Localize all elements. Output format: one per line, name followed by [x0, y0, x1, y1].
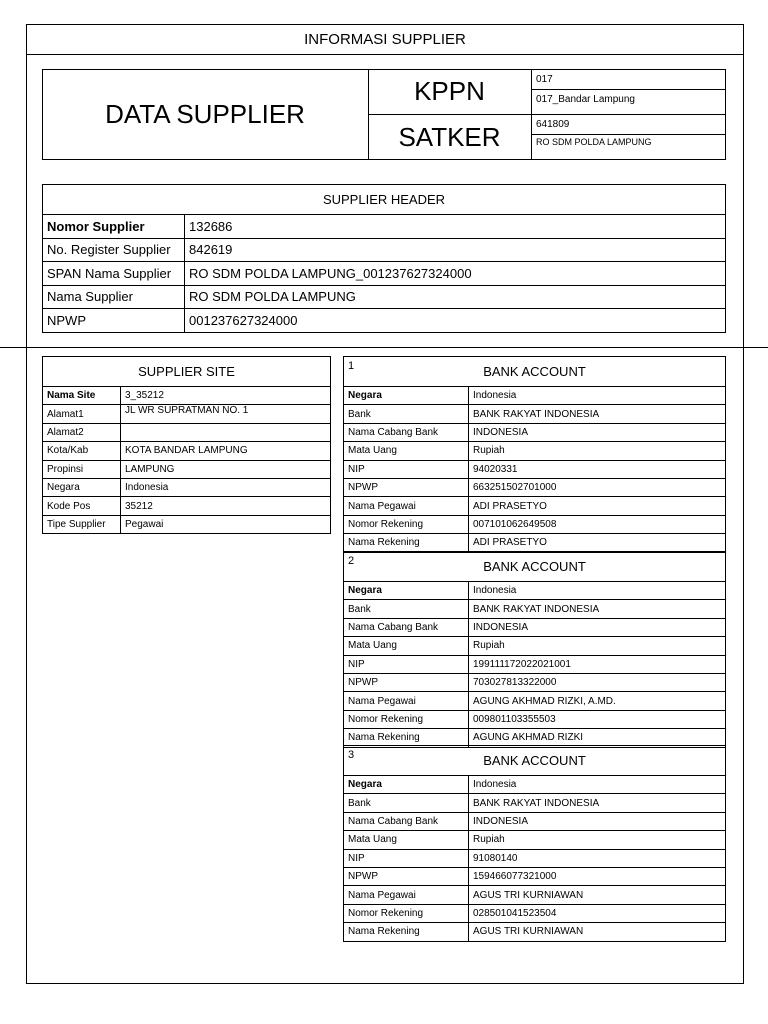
row-label: Nomor Rekening: [344, 904, 469, 922]
table-row: [344, 497, 726, 515]
table-row: [344, 794, 726, 812]
table-row: [344, 692, 726, 710]
row-value: ADI PRASETYO: [469, 534, 726, 552]
bank-account-number: 1: [348, 360, 355, 372]
bank-account-title: BANK ACCOUNT: [483, 364, 586, 379]
table-row: [344, 442, 726, 460]
table-row: [344, 534, 726, 552]
row-value: 3_35212: [121, 387, 331, 405]
table-row: [344, 600, 726, 618]
table-row: [43, 515, 331, 533]
table-row: [344, 515, 726, 533]
row-label: NIP: [344, 655, 469, 673]
table-row: [344, 867, 726, 885]
row-label: Nama Cabang Bank: [344, 423, 469, 441]
row-label: Bank: [344, 405, 469, 423]
table-row: [344, 831, 726, 849]
row-value: 35212: [121, 497, 331, 515]
table-row: [344, 710, 726, 728]
table-row: [344, 637, 726, 655]
row-label: Mata Uang: [344, 831, 469, 849]
row-label: NIP: [344, 460, 469, 478]
row-value: JL WR SUPRATMAN NO. 1: [121, 405, 331, 423]
row-value: 159466077321000: [469, 867, 726, 885]
table-row: [43, 387, 331, 405]
row-label: Nama Rekening: [344, 534, 469, 552]
row-label: Nomor Rekening: [344, 515, 469, 533]
table-row: [344, 405, 726, 423]
row-value: 91080140: [469, 849, 726, 867]
row-label: Nama Cabang Bank: [344, 812, 469, 830]
row-label: NIP: [344, 849, 469, 867]
row-label: Mata Uang: [344, 442, 469, 460]
row-value: Indonesia: [469, 582, 726, 600]
row-label: Alamat2: [43, 423, 121, 441]
table-row: [43, 497, 331, 515]
row-label: Nama Pegawai: [344, 692, 469, 710]
row-value: Indonesia: [469, 387, 726, 405]
row-label: Bank: [344, 600, 469, 618]
table-row: [344, 673, 726, 691]
table-row: [43, 285, 726, 309]
table-row: [344, 460, 726, 478]
table-row: [43, 423, 331, 441]
bank-account-title: BANK ACCOUNT: [483, 753, 586, 768]
row-label: Bank: [344, 794, 469, 812]
row-value: 842619: [185, 238, 726, 262]
table-row: [344, 812, 726, 830]
row-label: Negara: [344, 582, 469, 600]
bank-account-header: [344, 552, 726, 582]
row-label: Kode Pos: [43, 497, 121, 515]
row-label: NPWP: [344, 673, 469, 691]
row-label: NPWP: [344, 478, 469, 496]
row-label: Nama Rekening: [344, 729, 469, 747]
row-value: BANK RAKYAT INDONESIA: [469, 405, 726, 423]
satker-code: 641809: [536, 118, 570, 130]
row-label: Tipe Supplier: [43, 515, 121, 533]
row-value: RO SDM POLDA LAMPUNG: [185, 285, 726, 309]
row-label: No. Register Supplier: [43, 238, 185, 262]
table-row: [43, 309, 726, 333]
row-value: Rupiah: [469, 831, 726, 849]
bank-account-header: [344, 746, 726, 776]
row-label: Alamat1: [43, 405, 121, 423]
bank-account-table: [343, 551, 726, 748]
row-value: AGUNG AKHMAD RIZKI: [469, 729, 726, 747]
data-supplier-label: DATA SUPPLIER: [105, 99, 305, 129]
row-label: Nama Site: [43, 387, 121, 405]
row-label: Nama Rekening: [344, 923, 469, 941]
row-label: Nomor Supplier: [43, 215, 185, 239]
row-value: 703027813322000: [469, 673, 726, 691]
row-value: ADI PRASETYO: [469, 497, 726, 515]
supplier-header-title: SUPPLIER HEADER: [43, 185, 726, 215]
table-row: [43, 478, 331, 496]
row-value: LAMPUNG: [121, 460, 331, 478]
row-value: 007101062649508: [469, 515, 726, 533]
row-value: INDONESIA: [469, 812, 726, 830]
row-value: Rupiah: [469, 442, 726, 460]
title-divider: [26, 54, 744, 55]
row-value: BANK RAKYAT INDONESIA: [469, 600, 726, 618]
supplier-site-title: SUPPLIER SITE: [43, 357, 331, 387]
table-row: [344, 849, 726, 867]
row-value: Indonesia: [469, 776, 726, 794]
bank-account-number: 3: [348, 749, 355, 761]
table-row: [43, 460, 331, 478]
row-value: AGUS TRI KURNIAWAN: [469, 923, 726, 941]
row-value: AGUNG AKHMAD RIZKI, A.MD.: [469, 692, 726, 710]
row-value: INDONESIA: [469, 423, 726, 441]
row-value: [121, 423, 331, 441]
row-label: Kota/Kab: [43, 442, 121, 460]
row-label: SPAN Nama Supplier: [43, 262, 185, 286]
row-label: Negara: [344, 387, 469, 405]
kppn-code: 017: [536, 73, 553, 85]
row-value: BANK RAKYAT INDONESIA: [469, 794, 726, 812]
row-value: 199111172022021001: [469, 655, 726, 673]
page-title: INFORMASI SUPPLIER: [304, 31, 466, 48]
satker-name: RO SDM POLDA LAMPUNG: [536, 137, 652, 147]
table-row: [43, 262, 726, 286]
row-value: 663251502701000: [469, 478, 726, 496]
table-row: [344, 423, 726, 441]
row-value: AGUS TRI KURNIAWAN: [469, 886, 726, 904]
row-label: NPWP: [344, 867, 469, 885]
row-value: 028501041523504: [469, 904, 726, 922]
row-value: 94020331: [469, 460, 726, 478]
satker-label: SATKER: [398, 121, 501, 152]
row-value: KOTA BANDAR LAMPUNG: [121, 442, 331, 460]
row-value: 001237627324000: [185, 309, 726, 333]
table-row: [344, 886, 726, 904]
table-row: [344, 655, 726, 673]
table-row: [344, 582, 726, 600]
row-label: Negara: [43, 478, 121, 496]
table-row: [344, 776, 726, 794]
row-value: Indonesia: [121, 478, 331, 496]
row-value: Pegawai: [121, 515, 331, 533]
bank-account-table: [343, 745, 726, 942]
bank-account-title: BANK ACCOUNT: [483, 559, 586, 574]
row-value: RO SDM POLDA LAMPUNG_001237627324000: [185, 262, 726, 286]
table-row: [344, 478, 726, 496]
supplier-header-table: [42, 184, 726, 333]
row-label: Nama Cabang Bank: [344, 618, 469, 636]
section-divider: [0, 347, 768, 348]
row-label: Propinsi: [43, 460, 121, 478]
table-row: [344, 618, 726, 636]
table-row: [43, 442, 331, 460]
table-row: [344, 387, 726, 405]
supplier-site-table: [42, 356, 331, 534]
row-label: Nama Supplier: [43, 285, 185, 309]
row-label: Mata Uang: [344, 637, 469, 655]
bank-account-header: [344, 357, 726, 387]
row-value: 009801103355503: [469, 710, 726, 728]
kppn-label: KPPN: [414, 76, 485, 106]
row-value: Rupiah: [469, 637, 726, 655]
row-label: Nama Pegawai: [344, 497, 469, 515]
row-value: 132686: [185, 215, 726, 239]
table-row: [43, 215, 726, 239]
row-label: NPWP: [43, 309, 185, 333]
row-value: INDONESIA: [469, 618, 726, 636]
table-row: [344, 923, 726, 941]
table-row: [344, 904, 726, 922]
table-row: [43, 405, 331, 423]
table-row: [43, 238, 726, 262]
row-label: Nomor Rekening: [344, 710, 469, 728]
row-label: Nama Pegawai: [344, 886, 469, 904]
bank-account-table: [343, 356, 726, 553]
row-label: Negara: [344, 776, 469, 794]
kppn-name: 017_Bandar Lampung: [536, 93, 635, 105]
bank-account-number: 2: [348, 555, 355, 567]
